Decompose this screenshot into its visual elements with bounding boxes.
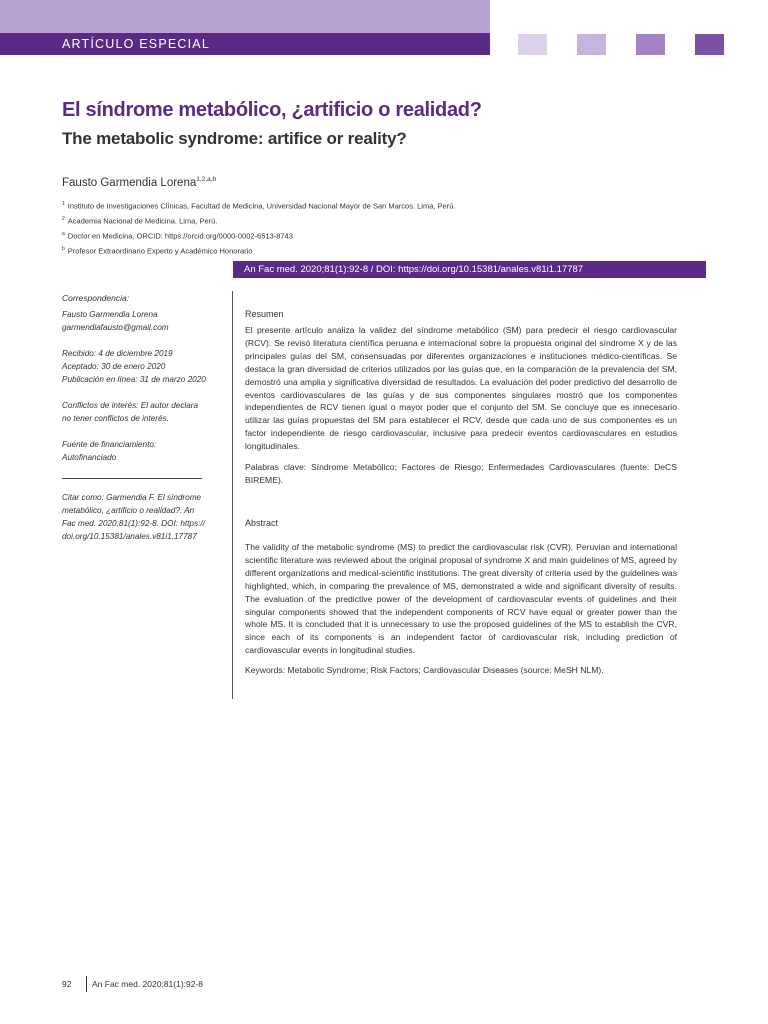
funding-value: Autofinanciado	[62, 453, 117, 462]
correspondence-email[interactable]: garmendiafausto@gmail.com	[62, 323, 169, 332]
decor-square	[518, 34, 547, 55]
column-divider	[232, 291, 233, 699]
abstract-keywords: Keywords: Metabolic Syndrome; Risk Factors; Cardiovascular Diseases (source: MeSH NLM).	[245, 665, 604, 675]
affiliation-item	[62, 198, 455, 213]
affiliation-item	[62, 243, 455, 258]
funding-label: Fuente de financiamiento:	[62, 440, 157, 449]
decor-square	[636, 34, 665, 55]
affiliation-mark: 2	[62, 216, 65, 222]
resumen-heading: Resumen	[245, 309, 284, 319]
page-number: 92	[62, 979, 72, 989]
cite-as-line-2: metabólico, ¿artificio o realidad?. An	[62, 506, 195, 515]
footer-divider	[86, 976, 87, 992]
affiliation-text: Instituto de Investigaciones Clínicas, Facultad de Medicina, Universidad Nacional Mayor de San Marcos. Lima, Perú.	[67, 201, 456, 211]
affiliation-item	[62, 228, 455, 243]
affiliation-text: Doctor en Medicina, ORCID: https://orcid.org/0000-0002-6513-8743	[67, 231, 293, 241]
author-name: Fausto Garmendia Lorena	[62, 176, 197, 189]
author-affiliation-marks: 1,2,a,b	[196, 176, 217, 183]
abstract-heading: Abstract	[245, 518, 279, 528]
article-title: El síndrome metabólico, ¿artificio o realidad?	[62, 99, 482, 121]
affiliation-mark: b	[62, 246, 65, 252]
cite-as-line-4[interactable]: doi.org/10.15381/anales.v81i1.17787	[62, 532, 197, 541]
affiliation-mark: 1	[62, 201, 65, 207]
received-date: Recibido: 4 de diciembre 2019	[62, 349, 173, 358]
affiliation-text: Academia Nacional de Medicina. Lima, Perú.	[67, 216, 218, 226]
correspondence-label: Correspondencia:	[62, 293, 130, 303]
resumen-body: El presente artículo analiza la validez del síndrome metabólico (SM) para predecir el riesgo cardiovascular (RCV). Se revisó literatura científica peruana e internacional sobre la propuesta original del síndrome X y de las principales guías del SM, consensuadas por diferentes organizaciones e instituciones médico-científicas. Se destaca la gran diversidad de criterios utilizados por las guías que, en la comparación de la prevalencia del SM, demostró una amplia y significativa diversidad de resultados. La evaluación del poder predictivo del desarrollo de eventos cardiovasculares de las guías y de sus componentes singulares mostró que los componentes independientes de RCV tienen igual o mayor poder que el conjunto del SM. Se concluye que es innecesario utilizar las guías propuestas del SM para establecer el RCV, desde que cada uno de sus componentes es un factor independiente de riesgo cardiovascular, inclusive para predecir eventos cardiovasculares en estudios longitudinales.	[245, 325, 677, 452]
cite-as-line-1: Citar como: Garmendia F. El síndrome	[62, 493, 202, 502]
accepted-date: Aceptado: 30 de enero 2020	[62, 362, 166, 371]
affiliation-text: Profesor Extraordinario Experto y Académico Honorario	[67, 246, 253, 256]
conflicts-line-2: no tener conflictos de interés.	[62, 414, 169, 423]
footer-citation: An Fac med. 2020;81(1):92-8	[92, 979, 204, 989]
author-line	[62, 176, 216, 189]
affiliation-item	[62, 213, 455, 228]
affiliation-mark: a	[62, 231, 65, 237]
decor-square	[577, 34, 606, 55]
correspondence-name: Fausto Garmendia Lorena	[62, 310, 158, 319]
citation-doi-bar[interactable]: An Fac med. 2020;81(1):92-8 / DOI: https://doi.org/10.15381/anales.v81i1.17787	[233, 261, 706, 278]
conflicts-line-1: Conflictos de interés: El autor declara	[62, 401, 199, 410]
published-date: Publicación en línea: 31 de marzo 2020	[62, 375, 206, 384]
article-subtitle: The metabolic syndrome: artifice or reality?	[62, 129, 407, 148]
cite-as-line-3: Fac med. 2020;81(1):92-8. DOI: https://	[62, 519, 205, 528]
abstract-body: The validity of the metabolic syndrome (MS) to predict the cardiovascular risk (CVR). Peruvian and international scientific literature was reviewed about the original proposal of syndrome X and main guidelines of MS, agreed by different organizations and medical-scientific institutions. The great diversity of criteria used by the guidelines was highlighted, which, in comparing the prevalence of MS, demonstrated a wide and significant diversity of results. The evaluation of the predictive power of the development of cardiovascular events of guidelines and their singular components showed that the independent components of RCV have equal or greater power than the whole MS. It is concluded that it is unnecessary to use the proposed guidelines of the MS to establish the CVR, since each of its components is an independent factor of cardiovascular risk, including prediction of cardiovascular events in longitudinal studies.	[245, 542, 677, 656]
sidebar-divider	[62, 478, 202, 479]
section-label: ARTÍCULO ESPECIAL	[0, 33, 490, 55]
resumen-keywords: Palabras clave: Síndrome Metabólico; Factores de Riesgo; Enfermedades Cardiovasculares (fuente: DeCS BIREME).	[245, 462, 677, 485]
decor-square	[695, 34, 724, 55]
header-band	[0, 0, 490, 33]
affiliations	[62, 198, 455, 258]
